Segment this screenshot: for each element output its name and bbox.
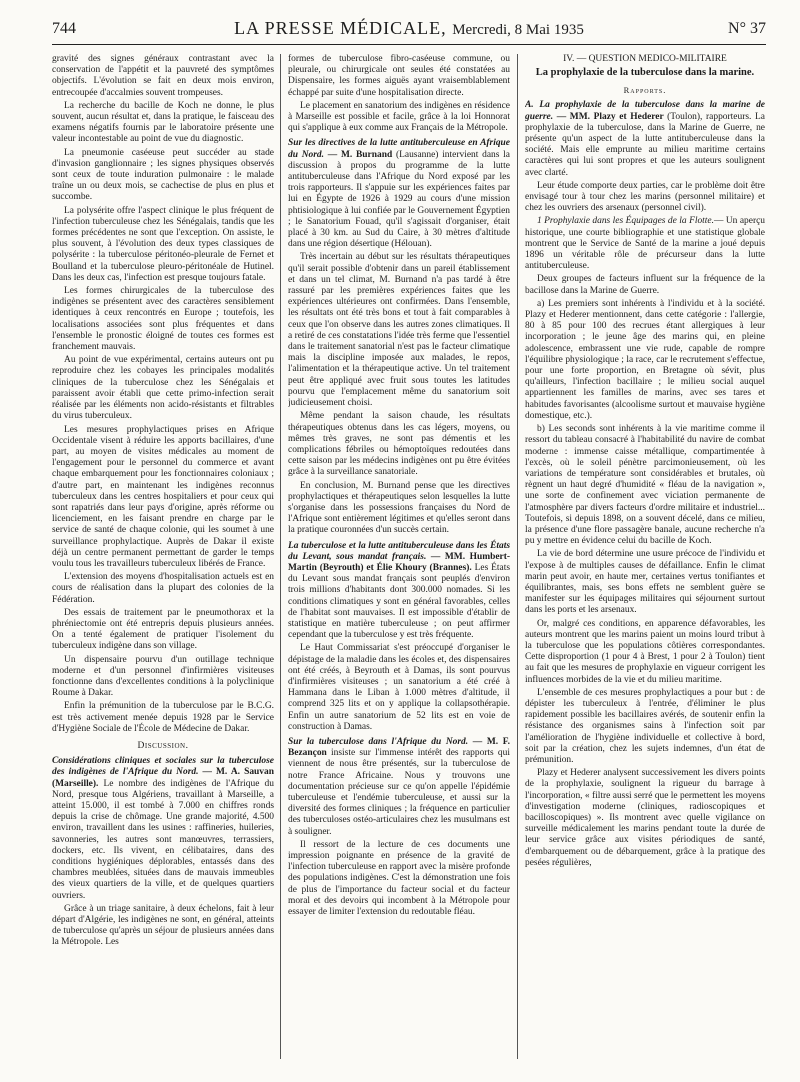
paragraph-text: — Un aperçu historique, une courte bibliographie et une statistique globale montrent que le Service de Santé de la marine a joué depuis 1896 un véritable rôle de précurseur dans la lutte antituberculeuse. xyxy=(525,216,765,272)
section-levant xyxy=(288,541,510,642)
paragraph: Des essais de traitement par le pneumothorax et la phréniectomie ont été entrepris depuis plusieurs années. On a tenté également de pratiquer l'isolement du tuberculeux indigène dans son village. xyxy=(52,607,274,652)
discussion-heading: Discussion. xyxy=(137,740,189,751)
section-bezancon xyxy=(288,737,510,838)
subsection-author: — MM. Plazy et Hederer xyxy=(553,111,668,122)
rapports-heading: Rapports. xyxy=(623,85,667,96)
column-rule-2 xyxy=(517,54,518,1059)
paragraph: La polysérite offre l'aspect clinique le plus fréquent de l'infection tuberculeuse chez les Sénégalais, tandis que les formes précédentes ne sont que l'exception. On assiste, le plus souvent, à l'évolution des deux types classiques de polysérite : la tuberculose péritonéo-pleurale de Fernet et Boulland et la tuberculose pleuro-péritonéale de Hutinel. Dans les deux cas, l'infection est presque toujours fatale. xyxy=(52,205,274,283)
section-title: La prophylaxie de la tuberculose dans la marine. xyxy=(535,67,755,79)
paragraph: Le Haut Commissariat s'est préoccupé d'organiser le dépistage de la maladie dans les écoles et, des dispensaires ont été créés, à Beyrouth et à Damas, ils sont pourvus d'infirmières visiteuses ; un sanatorium a été créé à Hammana dans le Liban à 1.000 mètres d'altitude, il comprend 325 lits et on y applique la collapsothérapie. Enfin un autre sanatorium de 52 lits est en voie de construction à Damas. xyxy=(288,643,510,732)
section-title: Sur la tuberculose dans l'Afrique du Nord. xyxy=(288,736,469,747)
paragraph: La vie de bord détermine une usure précoce de l'individu et l'expose à de multiples causes de défaillance. Enfin le climat marin peut avoir, en haute mer, certaines vertus tonifiantes et équilibrantes, mais, ses bons effets ne semblent guère se manifester sur les équipages militaires qui séjournent surtout dans les ports et les arsenaux. xyxy=(525,549,765,616)
journal-title: LA PRESSE MÉDICALE, xyxy=(234,18,447,38)
paragraph: Il ressort de la lecture de ces documents une impression poignante en présence de la gravité de l'infection tuberculeuse en rapport avec la misère profonde des populations indigènes. C'est la démonstration une fois de plus de l'importance du facteur social et du facteur moral et des devoirs qui incombent à la Métropole pour essayer de limiter l'extension du redoutable fléau. xyxy=(288,839,510,918)
paragraph: Or, malgré ces conditions, en apparence défavorables, les auteurs montrent que les marins paient un moins lourd tribut à la tuberculose que les populations côtières correspondantes. Cette disproportion (1 pour 4 à Brest, 1 pour 2 à Toulon) tient au fait que les mesures de prophylaxie en vigueur corrigent les influences morbides de la vie et du milieu maritime. xyxy=(525,618,765,685)
paragraph: formes de tuberculose fibro-caséeuse commune, ou pleurale, ou chirurgicale ont seules été constatées au Dispensaire, les formes aiguës ayant vraisemblablement échappé par suite d'une hospitalisation directe. xyxy=(288,54,510,98)
paragraph: Enfin la prémunition de la tuberculose par le B.C.G. est très activement menée depuis 1928 par le Service d'Hygiène Sociale de l'École de Médecine de Dakar. xyxy=(52,701,274,734)
section-burnand xyxy=(288,138,510,250)
paragraph: Grâce à un triage sanitaire, à deux échelons, fait à leur départ d'Algérie, les indigènes ne sont, en général, atteints de tuberculose qu'après un séjour de plusieurs années dans la Métropole. Les xyxy=(52,903,274,948)
page-number: 744 xyxy=(52,20,76,37)
section-author: — M. Burnand xyxy=(324,149,396,160)
subsection-text: (Toulon), rapporteurs. La prophylaxie de la tuberculose, dans la Marine de Guerre, ne présente qu'un aspect de la lutte antituberculeuse dans la société. Mais elle emprunte au milieu maritime certains caractères qui lui sont propres et que les auteurs soulignent avec clarté. xyxy=(525,111,765,178)
journal-title-line xyxy=(52,18,766,39)
section-text: Le nombre des indigènes de l'Afrique du Nord, presque tous Algériens, travaillant à Marseille, a atteint 15.000, il est tombé à 7.000 en chiffres ronds depuis la crise de chômage. Une grande majorité, 4.500 environ, travaillent dans les usines : raffineries, huileries, savonneries, les autres sont manœuvres, terrassiers, dockers, etc. Ils vivent, en célibataires, dans des conditions hygiéniques déplorables, entassés dans des chambres meublées, situées dans de mauvais immeubles des vieux quartiers de la ville, et de quelques quartiers ouvriers. xyxy=(52,778,274,901)
section-plazy-hederer xyxy=(525,100,765,178)
section-text: intervient dans la discussion à propos du programme de la lutte antituberculeuse dans l'Afrique du Nord exposé par les trois rapporteurs. Il s'appuie sur les expériences faites par lui en Égypte de 1926 à 1929 au cours d'une mission phtisiologique à lui confiée par le Gouvernement Égyptien ; le Sanatorium Fouad, qu'il s'agissait d'organiser, était placé à 30 km. au Sud du Caire, à 30 mètres d'altitude dans une région désertique (Hélouan). xyxy=(288,149,510,250)
paragraph: gravité des signes généraux contrastant avec la conservation de l'appétit et la pauvreté des symptômes objectifs. L'évolution se fait en deux mois environ, entrecoupée d'accalmies souvent trompeuses. xyxy=(52,54,274,98)
column-rule-1 xyxy=(280,54,281,1059)
paragraph: Les formes chirurgicales de la tuberculose des indigènes se présentent avec des caractères sensiblement identiques à ceux rencontrés en Europe ; toutefois, les localisations associées sont plus fréquentes et dans l'ensemble le pronostic éloigné de toutes ces formes est franchement mauvais. xyxy=(52,286,274,353)
section-title: La tuberculose et la lutte antituberculeuse dans les États du Levant, sous mandat français. xyxy=(288,540,510,562)
paragraph: a) Les premiers sont inhérents à l'individu et à la société. Plazy et Hederer mentionnent, dans cette catégorie : l'allergie, 80 à 85 pour 100 des recrues étant allergiques à leur incorporation ; le jeune âge des marins qui, en pleine adolescence, embrassent une vie rude, capable de rompre l'équilibre physiologique ; la race, car le recrutement s'effectue, pour une forte proportion, en Bretagne où sévit, plus qu'ailleurs, l'infection bacillaire ; le milieu social auquel appartiennent les familles de marins, avec ses tares et habitudes favorisantes (alcoolisme surtout et mauvaise hygiène domestique, etc.). xyxy=(525,298,765,421)
column-1 xyxy=(52,54,274,1069)
paragraph: Plazy et Hederer analysent successivement les divers points de la prophylaxie, soulignent la rigueur du barrage à l'incorporation, « filtre aussi serré que le permettent les moyens d'investigation moderne (cliniques, radioscopiques et bacilloscopiques) ». Ils montrent avec quelle vigilance on surveille médicalement les marins pendant toute la durée de leur service grâce aux visites périodiques de santé, d'embarquement ou de débarquement, grâce à la pratique des pesées régulières, xyxy=(525,768,765,868)
paragraph: b) Les seconds sont inhérents à la vie maritime comme il ressort du tableau consacré à l'habitabilité du navire de combat moderne : immense caisse métallique, compartimentée à l'excès, où le soleil pénètre parcimonieusement, où les variations de température sont considérables et brutales, où règnent un haut degré d'humidité « fléau de la navigation », une sorte de confinement avec viciation permanente de l'atmosphère par divers facteurs d'ordre militaire et industriel... Toutefois, si depuis 1898, on a souvent décelé, dans ce milieu, la présence d'une flore passagère banale, aucune recherche n'a pu y mettre en évidence celui du bacille de Koch. xyxy=(525,424,765,547)
section-text: Les États du Levant sous mandat français sont peuplés d'environ trois millions d'habitants dont 300.000 nomades. Si les conditions climatiques y sont en général favorables, celles de l'habitat sont mauvaises. Il est impossible d'établir de statistique en matière tuberculeuse ; on peut affirmer cependant que la tuberculose y est très fréquente. xyxy=(288,562,510,641)
paragraph: En conclusion, M. Burnand pense que les directives prophylactiques et thérapeutiques selon lesquelles la lutte s'organise dans les possessions françaises du Nord de l'Afrique sont entièrement légitimes et qu'elles seront dans la pratique couronnées d'un succès certain. xyxy=(288,480,510,536)
paragraph: Au point de vue expérimental, certains auteurs ont pu reproduire chez les cobayes les principales modalités cliniques de la tuberculose chez les Sénégalais et paraissent avoir établi que cette primo-infection serait réalisée par les éléments non acido-résistants et filtrables du virus tuberculeux. xyxy=(52,355,274,422)
section-place: (Lausanne) xyxy=(395,149,443,160)
section-author: — M. F. Bezançon xyxy=(288,736,510,759)
section-title: Considérations cliniques et sociales sur la tuberculose des indigènes de l'Afrique du Nord. xyxy=(52,756,274,778)
section-text: insiste sur l'immense intérêt des rapports qui viennent de nous être présentés, sur la tuberculose de notre France Africaine. Nous y trouvons une documentation précieuse sur ce qu'on appelle l'épidémie tuberculeuse et l'endémie tuberculeuse, et aussi sur la diversité des formes cliniques ; la fréquence en particulier des tuberculoses ostéo-articulaires chez les musulmans est à souligner. xyxy=(288,748,510,837)
paragraph: Un dispensaire pourvu d'un outillage technique moderne et d'un personnel d'infirmières visiteuses fonctionne dans d'excellentes conditions à la polyclinique Roume à Dakar. xyxy=(52,654,274,699)
paragraph: Très incertain au début sur les résultats thérapeutiques qu'il serait possible d'obtenir dans un pareil établissement et dans un tel climat, M. Burnand n'a pas tardé à être rassuré par les premières expériences faites que les expériences ultérieures ont confirmées. Dans l'ensemble, les résultats ont été très bons et tout à fait comparables à ceux que l'on observe dans les autres zones climatiques. Il a retiré de ces constatations l'idée très ferme que l'essentiel dans le traitement sanatorial n'est pas le facteur climatique mais la discipline imposée aux malades, le repos, l'alimentation et la thérapeutique active. Un tel traitement peut être appliqué avec fruit sous toutes les latitudes pourvu que l'emplacement même du sanatorium soit judicieusement choisi. xyxy=(288,252,510,409)
paragraph xyxy=(525,216,765,272)
paragraph: Les mesures prophylactiques prises en Afrique Occidentale visent à réduire les apports bacillaires, d'une part, au moyen de visites médicales au moment de l'engagement pour le personnel du commerce et avant chaque embarquement pour les fonctionnaires coloniaux ; d'autre part, en maintenant les indigènes reconnus tuberculeux dans les centres hospitaliers et pour ceux qui sont rapatriés dans leur pays d'origine, après réforme ou licenciement, en les faisant prendre en charge par le service de santé de chaque colonie, qui les soumet à une surveillance prophylactique. Auprès de Dakar il existe déjà un centre permanent permettant de garder le temps voulu tous les travailleurs tuberculeux libérés de France. xyxy=(52,424,274,569)
section-author: — M. A. Sauvan (Marseille). xyxy=(52,767,274,789)
paragraph: La recherche du bacille de Koch ne donne, le plus souvent, aucun résultat et, dans la pratique, le faisceau des examens négatifs fournis par le laboratoire présente une valeur incontestable au point de vue du diagnostic. xyxy=(52,100,274,145)
section-number: IV. — QUESTION MÉDICO-MILITAIRE xyxy=(563,54,727,64)
paragraph: La pneumonie caséeuse peut succéder au stade d'invasion ganglionnaire ; les signes physiques observés sont ceux de toute induration pulmonaire : le malade traîne un ou deux mois, se cachectise de plus en plus et succombe. xyxy=(52,147,274,203)
page-header xyxy=(52,14,766,45)
issue-date: Mercredi, 8 Mai 1935 xyxy=(452,22,584,38)
subsection-title: A. La prophylaxie de la tuberculose dans la marine de guerre. xyxy=(525,100,765,122)
paragraph-heading: 1 Prophylaxie dans les Équipages de la Flotte. xyxy=(537,216,714,227)
section-author: — MM. Humbert-Martin (Beyrouth) et Élie Khoury (Brannes). xyxy=(288,551,510,573)
paragraph: L'extension des moyens d'hospitalisation actuels est en cours de réalisation dans la plupart des colonies de la Fédération. xyxy=(52,572,274,605)
section-title: Sur les directives de la lutte antituberculeuse en Afrique du Nord. xyxy=(288,138,510,160)
column-3 xyxy=(525,54,765,1069)
paragraph: L'ensemble de ces mesures prophylactiques a pour but : de dépister les tuberculeux à l'entrée, d'éliminer le plus rapidement possible les bacillaires avérés, de soutenir enfin la résistance des organismes sains à l'infection soit par l'amélioration de l'hygiène individuelle et collective à bord, soit par la création, chez les sujets indemnes, d'un état de prémunition. xyxy=(525,687,765,765)
column-2 xyxy=(288,54,510,1069)
paragraph: Le placement en sanatorium des indigènes en résidence à Marseille est possible et facile, grâce à la loi Honnorat qui s'applique à eux comme aux Français de la Métropole. xyxy=(288,100,510,134)
paragraph: Même pendant la saison chaude, les résultats thérapeutiques obtenus dans les cas légers, moyens, ou mêmes très graves, ne sont pas démentis et les complications fébriles ou hémoptoïques redoutées dans cette saison par les médecins indigènes ont pu être évitées grâce à la surveillance sanatoriale. xyxy=(288,411,510,478)
paragraph: Leur étude comporte deux parties, car le problème doit être envisagé tour à tour chez les marins (personnel militaire) et chez les ouvriers des arsenaux (personnel civil). xyxy=(525,180,765,214)
section-sauvan xyxy=(52,756,274,902)
issue-number: N° 37 xyxy=(728,20,766,37)
paragraph: Deux groupes de facteurs influent sur la fréquence de la bacillose dans la Marine de Guerre. xyxy=(525,274,765,296)
